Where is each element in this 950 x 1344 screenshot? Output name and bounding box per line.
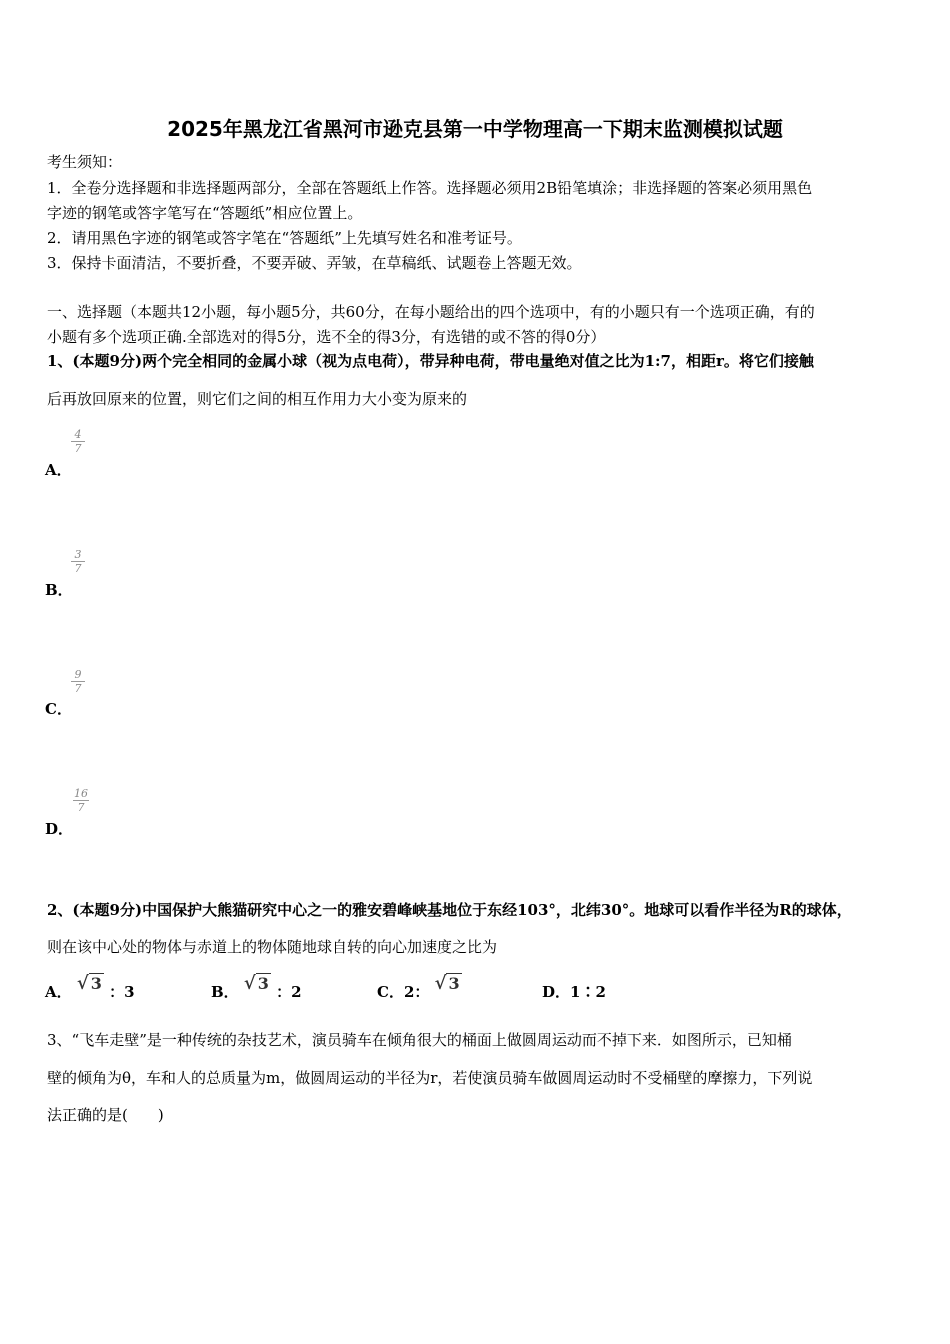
notice-heading: 考生须知： <box>47 153 123 171</box>
q1-stem-1: 1、(本题9分)两个完全相同的金属小球（视为点电荷），带异种电荷，带电量绝对值之比为1:7，相距r。将它们接触 <box>47 352 814 370</box>
q1-option-d[interactable]: D． <box>45 820 74 838</box>
sqrt-symbol: √ 3 <box>434 973 460 994</box>
q1-option-c-fraction: 9 7 <box>70 669 86 694</box>
notice-line-2: 2．请用黑色字迹的钢笔或答字笔在“答题纸”上先填写姓名和准考证号。 <box>47 229 522 247</box>
notice-line-1b: 字迹的钢笔或答字笔写在“答题纸”相应位置上。 <box>47 204 363 222</box>
q2-option-d[interactable]: D．1∶2 <box>542 983 606 1001</box>
sqrt-symbol: √ 3 <box>76 973 102 994</box>
q2-option-b[interactable]: B． √ 3 ：2 <box>211 973 302 1001</box>
q1-option-a[interactable]: A． <box>45 461 72 479</box>
q1-option-b-fraction: 3 7 <box>70 549 86 574</box>
section-intro-2: 小题有多个选项正确.全部选对的得5分，选不全的得3分，有选错的或不答的得0分） <box>47 328 606 346</box>
q1-stem-2: 后再放回原来的位置，则它们之间的相互作用力大小变为原来的 <box>47 390 468 408</box>
q1-option-c[interactable]: C． <box>45 700 72 718</box>
q2-stem-1: 2、(本题9分)中国保护大熊猫研究中心之一的雅安碧峰峡基地位于东经103°，北纬30°。地球可以看作半径为R的球体， <box>47 901 852 919</box>
q2-stem-2: 则在该中心处的物体与赤道上的物体随地球自转的向心加速度之比为 <box>47 938 498 956</box>
q2-option-a[interactable]: A． √ 3 ：3 <box>45 973 135 1001</box>
notice-line-3: 3．保持卡面清洁，不要折叠，不要弄破、弄皱，在草稿纸、试题卷上答题无效。 <box>47 254 582 272</box>
notice-line-1a: 1．全卷分选择题和非选择题两部分，全部在答题纸上作答。选择题必须用2B铅笔填涂；非选择题的答案必须用黑色 <box>47 179 813 197</box>
q3-stem-2: 壁的倾角为θ，车和人的总质量为m，做圆周运动的半径为r，若使演员骑车做圆周运动时不受桶壁的摩擦力，下列说 <box>47 1069 813 1087</box>
q3-stem-1: 3、“飞车走壁”是一种传统的杂技艺术，演员骑车在倾角很大的桶面上做圆周运动而不掉下来．如图所示，已知桶 <box>47 1031 792 1049</box>
q1-option-b[interactable]: B． <box>45 581 73 599</box>
q1-option-a-fraction: 4 7 <box>70 429 86 454</box>
q3-stem-3: 法正确的是( ) <box>47 1106 164 1124</box>
page-title: 2025年黑龙江省黑河市逊克县第一中学物理高一下期末监测模拟试题 <box>167 117 783 141</box>
sqrt-symbol: √ 3 <box>243 973 269 994</box>
q1-option-d-fraction: 16 7 <box>74 787 88 814</box>
section-intro-1: 一、选择题（本题共12小题，每小题5分，共60分，在每小题给出的四个选项中，有的小题只有一个选项正确，有的 <box>47 303 815 321</box>
q2-option-c[interactable]: C．2： √ 3 <box>377 973 460 1001</box>
